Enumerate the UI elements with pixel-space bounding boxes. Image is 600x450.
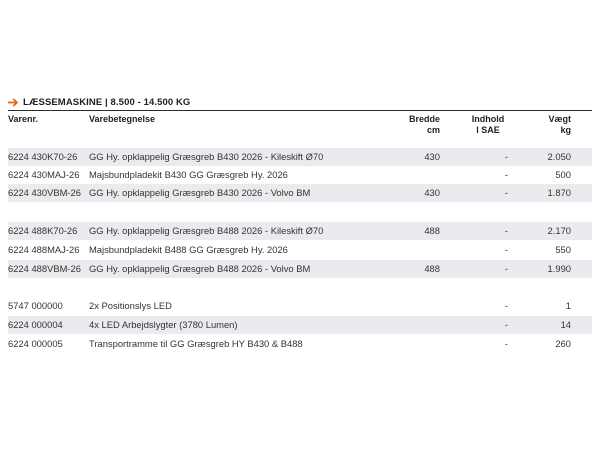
row-varenr: 6224 488K70-26 <box>8 225 78 236</box>
header-vaegt-label: Vægt <box>548 114 571 124</box>
row-varenr: 6224 000005 <box>8 338 63 349</box>
table-row <box>8 166 592 184</box>
header-bredde-unit: cm <box>426 125 440 135</box>
arrow-right-icon <box>8 98 19 107</box>
row-vaegt: 2.050 <box>547 151 571 162</box>
row-bredde: 488 <box>424 225 440 236</box>
row-vaegt: 1 <box>565 300 571 311</box>
title-divider <box>8 110 592 111</box>
row-vaegt: 2.170 <box>547 225 571 236</box>
row-varenr: 6224 430MAJ-26 <box>8 169 80 180</box>
table-row <box>8 297 592 315</box>
row-vaegt: 260 <box>555 338 571 349</box>
section-title <box>8 95 190 109</box>
row-description: 4x LED Arbejdslygter (3780 Lumen) <box>89 319 238 330</box>
row-description: 2x Positionslys LED <box>89 300 172 311</box>
row-vaegt: 14 <box>560 319 571 330</box>
row-varenr: 5747 000000 <box>8 300 63 311</box>
table-row <box>8 260 592 278</box>
header-vaegt-unit: kg <box>560 125 571 135</box>
row-indhold: - <box>504 300 508 311</box>
row-bredde: 430 <box>424 187 440 198</box>
table-row <box>8 316 592 334</box>
header-varenr: Varenr. <box>8 114 39 124</box>
row-indhold: - <box>504 151 508 162</box>
row-indhold: - <box>504 338 508 349</box>
row-indhold: - <box>504 263 508 274</box>
row-description: GG Hy. opklappelig Græsgreb B488 2026 - Volvo BM <box>89 263 311 274</box>
header-bredde <box>396 114 440 136</box>
row-varenr: 6224 488MAJ-26 <box>8 244 80 255</box>
row-description: Transportramme til GG Græsgreb HY B430 & B488 <box>89 338 303 349</box>
section-title-text: LÆSSEMASKINE | 8.500 - 14.500 KG <box>23 96 191 108</box>
row-description: GG Hy. opklappelig Græsgreb B430 2026 - Kileskift Ø70 <box>89 151 324 162</box>
row-varenr: 6224 430K70-26 <box>8 151 78 162</box>
row-varenr: 6224 000004 <box>8 319 63 330</box>
header-indhold-unit: l SAE <box>476 125 500 135</box>
row-bredde: 430 <box>424 151 440 162</box>
row-vaegt: 1.990 <box>547 263 571 274</box>
row-description: Majsbundpladekit B430 GG Græsgreb Hy. 2026 <box>89 169 288 180</box>
row-indhold: - <box>504 319 508 330</box>
table-row <box>8 184 592 202</box>
header-bredde-label: Bredde <box>408 114 440 124</box>
row-varenr: 6224 488VBM-26 <box>8 263 81 274</box>
row-description: GG Hy. opklappelig Græsgreb B488 2026 - Kileskift Ø70 <box>89 225 324 236</box>
header-indhold <box>466 114 510 136</box>
row-vaegt: 1.870 <box>547 187 571 198</box>
row-indhold: - <box>504 225 508 236</box>
header-vaegt <box>531 114 571 136</box>
row-vaegt: 550 <box>555 244 571 255</box>
row-varenr: 6224 430VBM-26 <box>8 187 81 198</box>
row-bredde: 488 <box>424 263 440 274</box>
header-varebetegnelse: Varebetegnelse <box>89 114 156 124</box>
row-description: Majsbundpladekit B488 GG Græsgreb Hy. 2026 <box>89 244 288 255</box>
header-indhold-label: Indhold <box>471 114 505 124</box>
row-indhold: - <box>504 244 508 255</box>
row-indhold: - <box>504 169 508 180</box>
table-row <box>8 222 592 240</box>
row-vaegt: 500 <box>555 169 571 180</box>
table-row <box>8 148 592 166</box>
table-row <box>8 241 592 259</box>
row-description: GG Hy. opklappelig Græsgreb B430 2026 - Volvo BM <box>89 187 311 198</box>
row-indhold: - <box>504 187 508 198</box>
table-row <box>8 335 592 353</box>
